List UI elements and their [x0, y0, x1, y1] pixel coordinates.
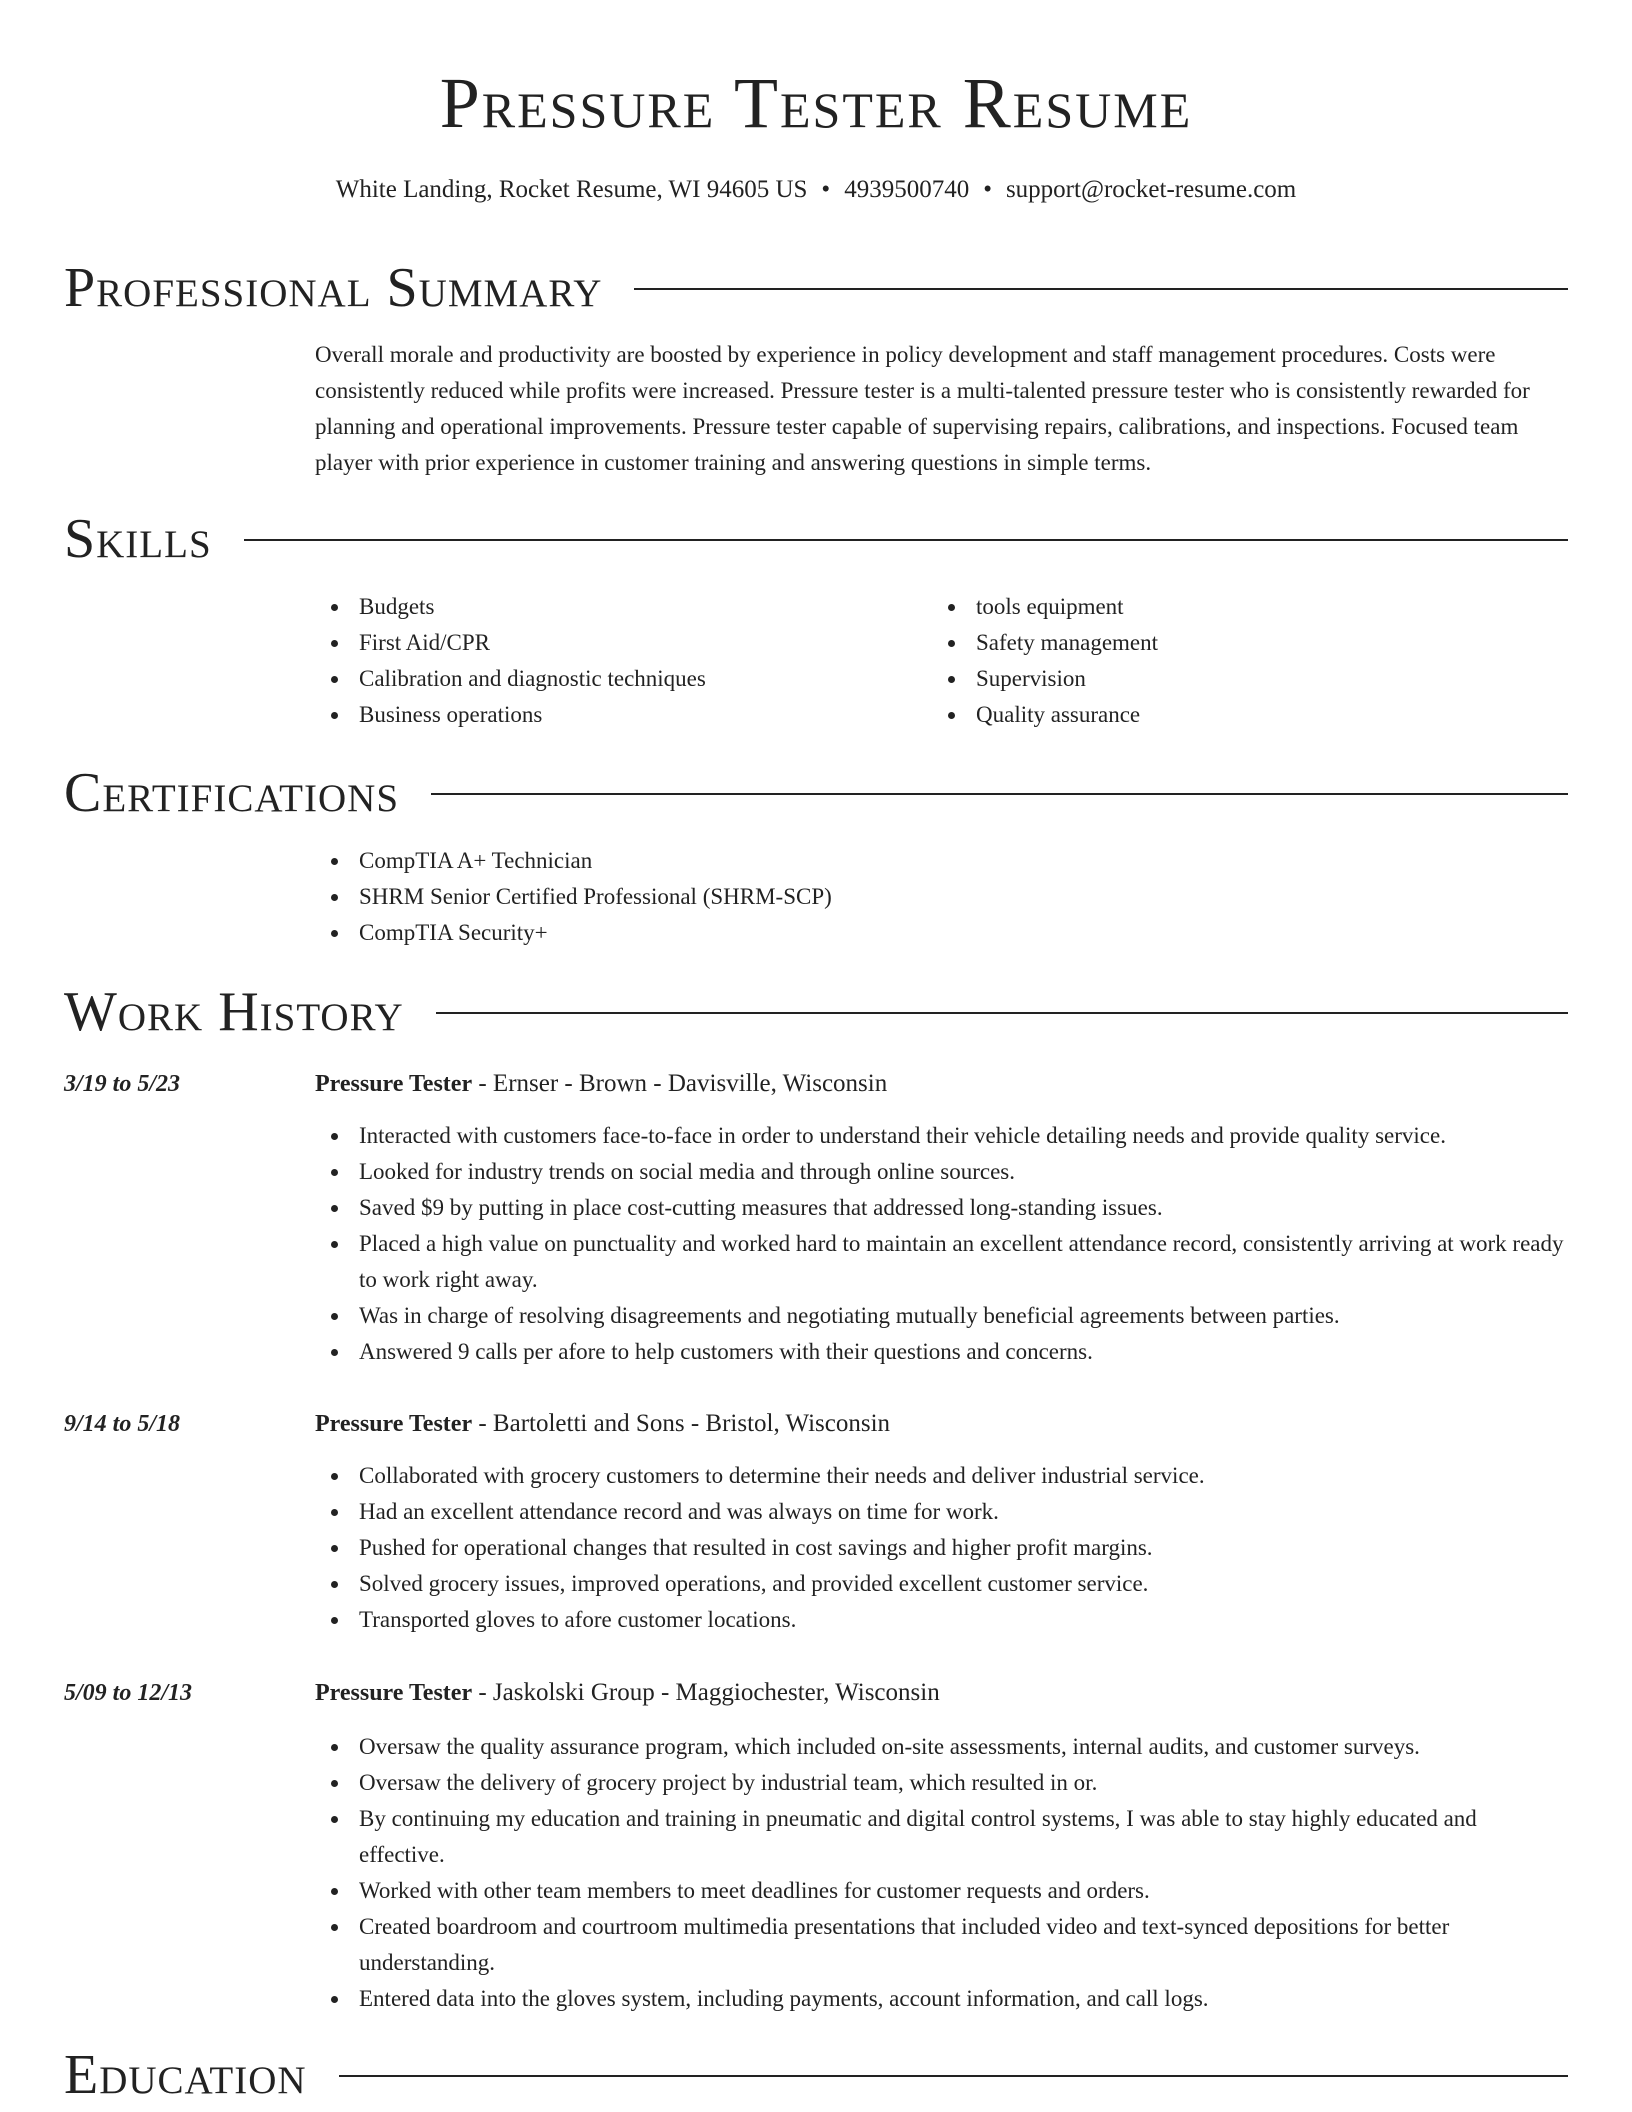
section-title-education: Education — [64, 2044, 307, 2106]
section-divider — [634, 288, 1568, 290]
job-title: Pressure Tester — [315, 1680, 473, 1706]
skill-item: First Aid/CPR — [315, 625, 915, 661]
section-title-summary: Professional Summary — [64, 257, 603, 319]
skill-item: Budgets — [315, 589, 915, 625]
section-header-work-history — [64, 980, 1568, 1044]
certification-item: CompTIA Security+ — [315, 915, 1568, 951]
section-divider — [436, 1012, 1568, 1014]
contact-address: White Landing, Rocket Resume, WI 94605 US — [335, 176, 808, 203]
section-divider — [244, 539, 1568, 541]
skill-item: Quality assurance — [932, 697, 1532, 733]
contact-separator: • — [983, 176, 992, 203]
skills-list-right — [932, 589, 1532, 733]
contact-separator: • — [821, 176, 831, 203]
job-bullets — [315, 1729, 1568, 2017]
job-bullet: Created boardroom and courtroom multimedia presentations that included video and text-synced depositions for better understanding. — [315, 1909, 1568, 1981]
job-bullet: Placed a high value on punctuality and worked hard to maintain an excellent attendance record, consistently arriving at work ready to work right away. — [315, 1226, 1568, 1298]
job-bullet: Interacted with customers face-to-face in order to understand their vehicle detailing needs and provide quality service. — [315, 1118, 1568, 1154]
section-header-skills — [64, 507, 1568, 571]
certifications-list — [315, 843, 1568, 951]
job-heading — [315, 1406, 890, 1442]
skill-item: tools equipment — [932, 589, 1532, 625]
summary-text: Overall morale and productivity are boosted by experience in policy development and staff management procedures. Costs were consistently reduced while profits were increased. Pressure tester is a multi-talented pressure tester who is consistently rewarded for planning and operational improvements. Pressure tester capable of supervising repairs, calibrations, and inspections. Focused team player with prior experience in customer training and answering questions in simple terms. — [315, 342, 1530, 475]
section-divider — [339, 2075, 1568, 2077]
resume-title: Pressure Tester Resume — [439, 63, 1193, 143]
job-bullet: Had an excellent attendance record and was always on time for work. — [315, 1494, 1568, 1530]
certification-item: CompTIA A+ Technician — [315, 843, 1568, 879]
section-header-summary — [64, 256, 1568, 320]
job-title: Pressure Tester — [315, 1071, 473, 1097]
skill-item: Calibration and diagnostic techniques — [315, 661, 915, 697]
job-bullet: Worked with other team members to meet deadlines for customer requests and orders. — [315, 1873, 1568, 1909]
job-bullet: Oversaw the quality assurance program, which included on-site assessments, internal audits, and customer surveys. — [315, 1729, 1568, 1765]
job-bullet: Pushed for operational changes that resulted in cost savings and higher profit margins. — [315, 1530, 1568, 1566]
section-title-skills: Skills — [64, 508, 212, 570]
job-title: Pressure Tester — [315, 1411, 473, 1437]
job-dates: 9/14 to 5/18 — [64, 1411, 181, 1437]
job-dates: 3/19 to 5/23 — [64, 1071, 181, 1097]
section-title-certifications: Certifications — [64, 762, 400, 824]
job-details: - Bartoletti and Sons - Bristol, Wisconsin — [472, 1410, 891, 1437]
job-bullet: Collaborated with grocery customers to determine their needs and deliver industrial service. — [315, 1458, 1568, 1494]
section-divider — [431, 793, 1568, 795]
section-title-work-history: Work History — [64, 981, 404, 1043]
certification-item: SHRM Senior Certified Professional (SHRM-SCP) — [315, 879, 1568, 915]
job-bullet: Oversaw the delivery of grocery project by industrial team, which resulted in or. — [315, 1765, 1568, 1801]
job-details: - Jaskolski Group - Maggiochester, Wisconsin — [472, 1679, 940, 1706]
section-header-certifications — [64, 761, 1568, 825]
contact-line — [0, 173, 1632, 207]
job-bullet: Looked for industry trends on social media and through online sources. — [315, 1154, 1568, 1190]
job-bullet: Solved grocery issues, improved operations, and provided excellent customer service. — [315, 1566, 1568, 1602]
section-header-education — [64, 2043, 1568, 2107]
contact-email: support@rocket-resume.com — [1005, 176, 1297, 203]
job-bullets — [315, 1458, 1568, 1638]
job-heading — [315, 1066, 887, 1102]
job-bullet: By continuing my education and training in pneumatic and digital control systems, I was able to stay highly educated and effective. — [315, 1801, 1568, 1873]
job-details: - Ernser - Brown - Davisville, Wisconsin — [472, 1070, 888, 1097]
contact-phone: 4939500740 — [844, 176, 970, 203]
job-dates: 5/09 to 12/13 — [64, 1680, 193, 1706]
skills-list-left — [315, 589, 915, 733]
job-bullet: Saved $9 by putting in place cost-cutting measures that addressed long-standing issues. — [315, 1190, 1568, 1226]
skill-item: Safety management — [932, 625, 1532, 661]
skill-item: Supervision — [932, 661, 1532, 697]
job-bullet: Was in charge of resolving disagreements and negotiating mutually beneficial agreements between parties. — [315, 1298, 1568, 1334]
skill-item: Business operations — [315, 697, 915, 733]
job-bullets — [315, 1118, 1568, 1370]
job-bullet: Entered data into the gloves system, including payments, account information, and call logs. — [315, 1981, 1568, 2017]
job-bullet: Transported gloves to afore customer locations. — [315, 1602, 1568, 1638]
job-bullet: Answered 9 calls per afore to help customers with their questions and concerns. — [315, 1334, 1568, 1370]
job-heading — [315, 1675, 940, 1711]
